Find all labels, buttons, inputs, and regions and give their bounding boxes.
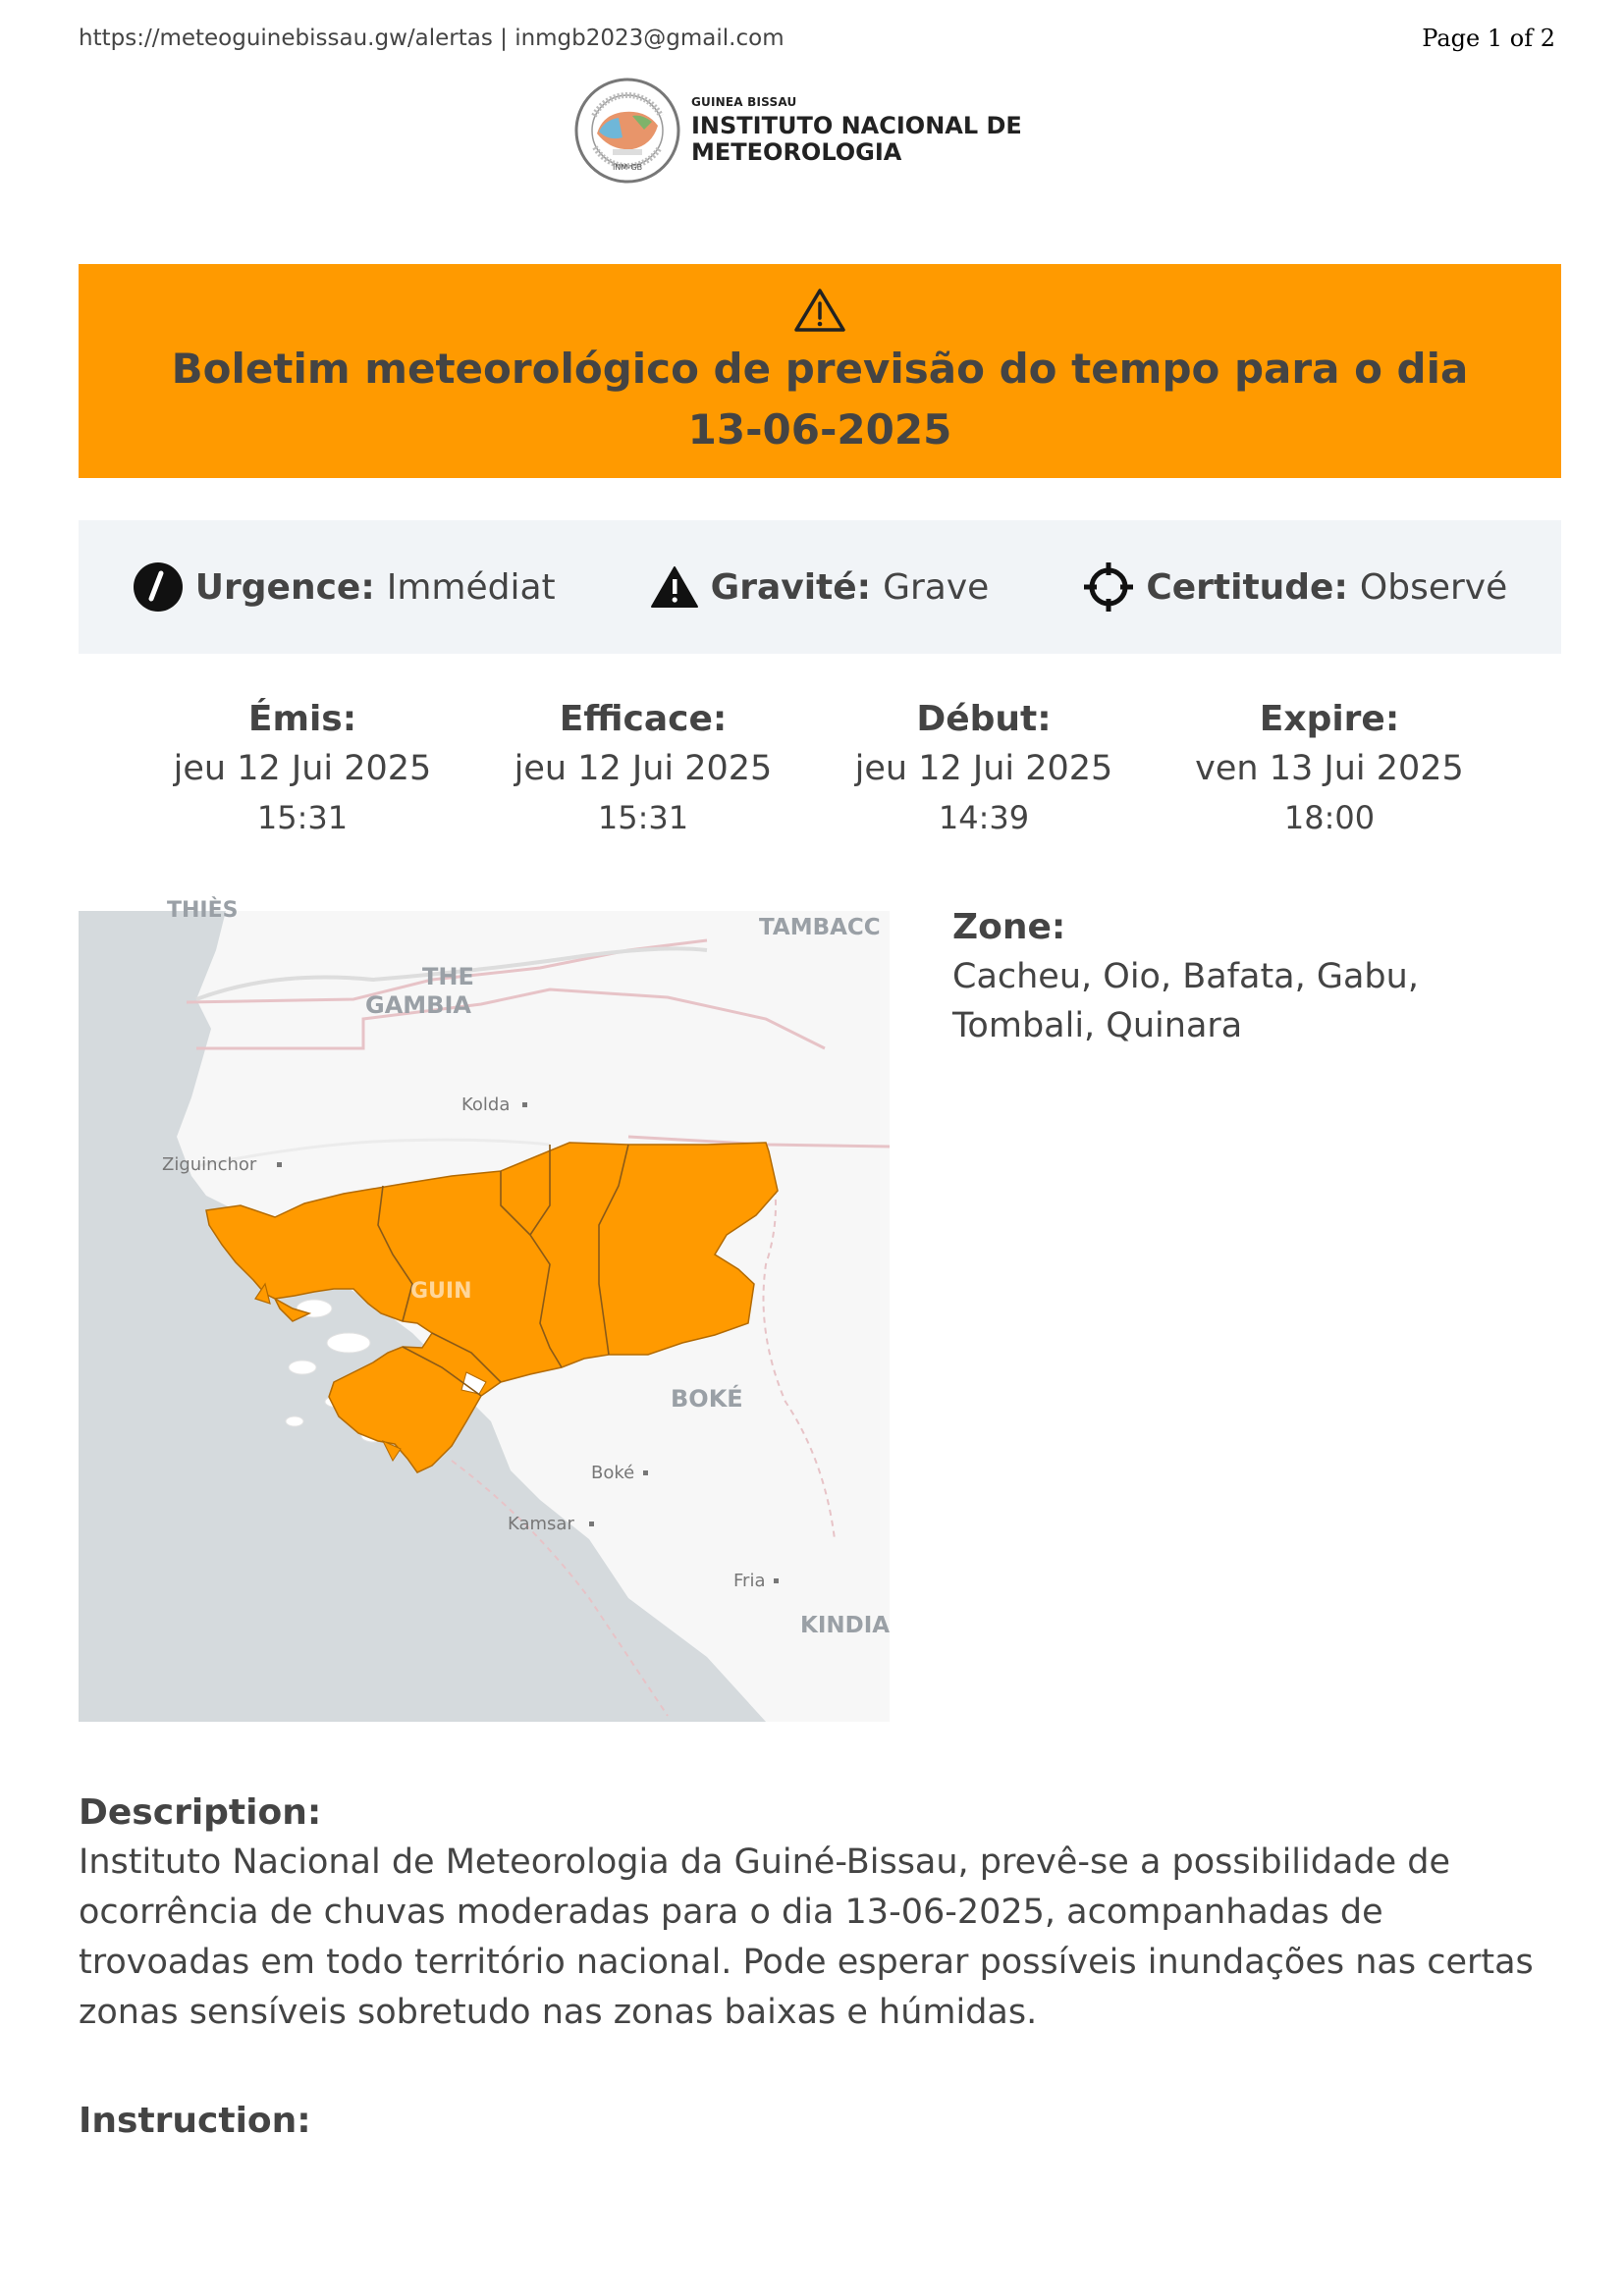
- map-label-kindia: KINDIA: [800, 1613, 891, 1638]
- alert-title: Boletim meteorológico de previsão do tempo para o dia 13-06-2025: [171, 345, 1469, 454]
- zone-label: Zone:: [952, 907, 1066, 947]
- urgency-label: Urgence:: [194, 566, 375, 608]
- zone-section: [952, 903, 1561, 1050]
- severity-label: Gravité:: [710, 566, 872, 608]
- urgency-value: Immédiat: [386, 566, 556, 608]
- time-value: 14:39: [938, 799, 1030, 836]
- map-label-gambia-line2: GAMBIA: [365, 991, 471, 1019]
- date-value: jeu 12 Jui 2025: [173, 749, 432, 788]
- institute-logo: [573, 77, 1022, 185]
- logo-name-line1: INSTITUTO NACIONAL DE: [691, 112, 1022, 139]
- date-label: Efficace:: [559, 699, 728, 739]
- severity-item: [650, 565, 990, 609]
- header-url-contact: https://meteoguinebissau.gw/alertas | inmgb2023@gmail.com: [79, 26, 785, 51]
- date-label: Émis:: [247, 699, 357, 739]
- effective-date: [486, 695, 800, 842]
- map-city-dot: [277, 1162, 282, 1167]
- certainty-value: Observé: [1359, 566, 1508, 608]
- alert-dates: [79, 695, 1561, 842]
- map-city-dot: [589, 1522, 594, 1526]
- onset-date: [827, 695, 1141, 842]
- map-label-thies: THIÈS: [167, 898, 239, 923]
- crosshair-icon: [1083, 561, 1134, 613]
- urgency-gauge-icon: [133, 561, 184, 613]
- date-label: Début:: [916, 699, 1052, 739]
- map-label-guinea-bissau: GUIN: [410, 1279, 472, 1304]
- description-text: Instituto Nacional de Meteorologia da Guiné-Bissau, prevê-se a possibilidade de ocorrência de chuvas moderadas para o dia 13-06-2025, acompanhadas de trovoadas em todo território nacional. Pode esperar possíveis inundações nas certas zonas sensíveis sobretudo nas zonas baixas e húmidas.: [79, 1842, 1534, 2032]
- certainty-label: Certitude:: [1146, 566, 1348, 608]
- map-label-kamsar: Kamsar: [508, 1514, 574, 1534]
- map-label-kolda: Kolda: [461, 1095, 511, 1115]
- severity-value: Grave: [883, 566, 990, 608]
- svg-text:INM-GB: INM-GB: [612, 163, 643, 172]
- warning-icon: [793, 288, 846, 333]
- map-label-fria: Fria: [733, 1571, 766, 1591]
- certainty-item: [1083, 561, 1507, 613]
- date-value: ven 13 Jui 2025: [1195, 749, 1464, 788]
- map-label-tambacounda: TAMBACC: [759, 915, 881, 940]
- expires-date: [1172, 695, 1487, 842]
- date-label: Expire:: [1259, 699, 1400, 739]
- map-label-gambia-line1: THE: [422, 963, 474, 990]
- instruction-label: Instruction:: [79, 2101, 311, 2141]
- map-city-dot: [643, 1470, 648, 1475]
- zone-value: Cacheu, Oio, Bafata, Gabu, Tombali, Quinara: [952, 957, 1419, 1045]
- date-value: jeu 12 Jui 2025: [854, 749, 1113, 788]
- severity-warning-icon: [650, 565, 699, 609]
- map-city-dot: [774, 1578, 779, 1583]
- map-label-boke-region: BOKÉ: [671, 1385, 743, 1413]
- logo-country: GUINEA BISSAU: [691, 95, 797, 109]
- description-label: Description:: [79, 1792, 322, 1833]
- logo-name-line2: METEOROLOGIA: [691, 138, 902, 166]
- urgency-item: [133, 561, 556, 613]
- issued-date: [145, 695, 460, 842]
- map-label-ziguinchor: Ziguinchor: [162, 1154, 257, 1175]
- time-value: 15:31: [597, 799, 689, 836]
- page-indicator: Page 1 of 2: [1422, 25, 1555, 52]
- description-section: [79, 1789, 1561, 2038]
- alert-banner: [79, 264, 1561, 478]
- time-value: 15:31: [256, 799, 349, 836]
- institute-seal-icon: [573, 77, 681, 185]
- alert-properties-bar: [79, 520, 1561, 654]
- date-value: jeu 12 Jui 2025: [514, 749, 773, 788]
- time-value: 18:00: [1283, 799, 1376, 836]
- map-city-dot: [522, 1102, 527, 1107]
- map-canvas: [79, 898, 891, 1722]
- alert-area-map[interactable]: [79, 898, 891, 1722]
- map-label-boke: Boké: [591, 1463, 635, 1483]
